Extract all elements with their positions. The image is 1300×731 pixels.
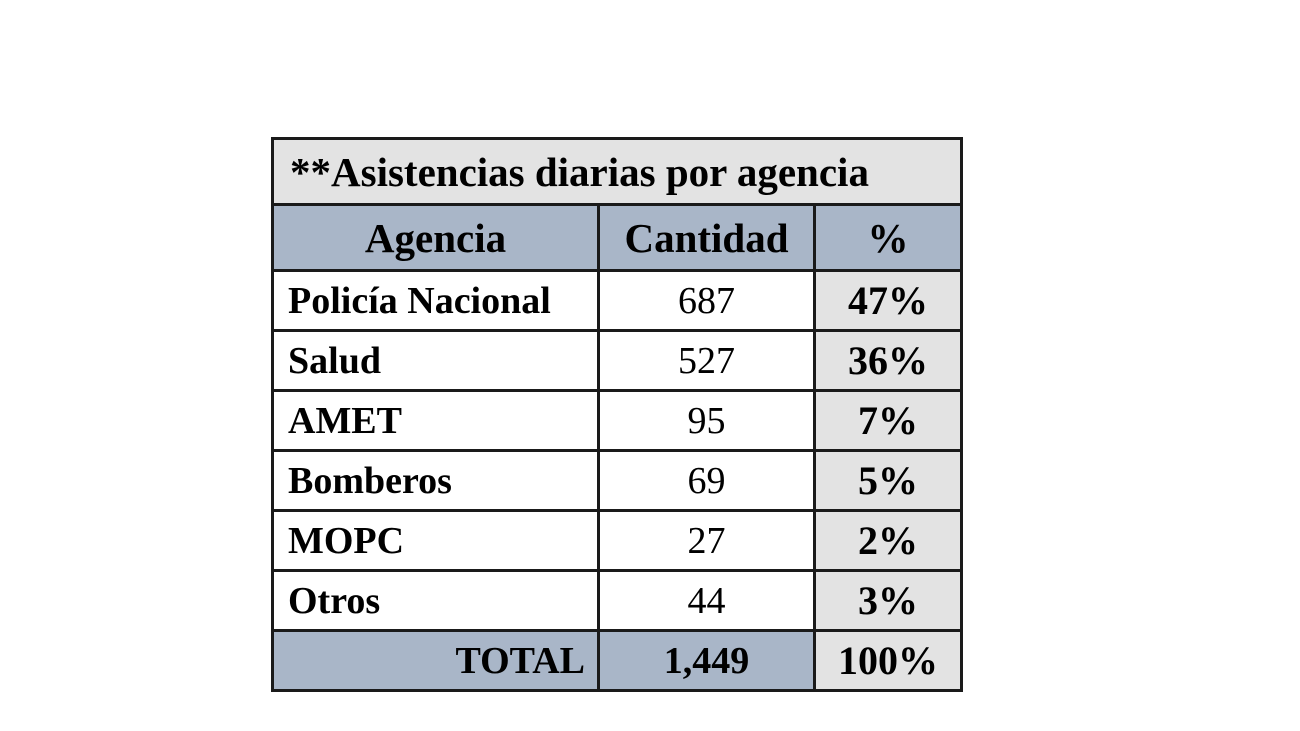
title-row	[273, 139, 962, 205]
agency-percent: 47%	[815, 271, 962, 331]
table-row	[273, 511, 962, 571]
agency-name: Policía Nacional	[273, 271, 599, 331]
agency-percent: 3%	[815, 571, 962, 631]
agency-percent: 36%	[815, 331, 962, 391]
total-quantity: 1,449	[599, 631, 815, 691]
agency-name: AMET	[273, 391, 599, 451]
agency-percent: 5%	[815, 451, 962, 511]
header-agency: Agencia	[273, 205, 599, 271]
agency-name: Bomberos	[273, 451, 599, 511]
table-row	[273, 571, 962, 631]
agency-quantity: 527	[599, 331, 815, 391]
agency-quantity: 687	[599, 271, 815, 331]
table-row	[273, 451, 962, 511]
agency-quantity: 95	[599, 391, 815, 451]
agency-percent: 7%	[815, 391, 962, 451]
agency-name: Salud	[273, 331, 599, 391]
header-percent: %	[815, 205, 962, 271]
total-percent: 100%	[815, 631, 962, 691]
total-label: TOTAL	[273, 631, 599, 691]
table-row	[273, 271, 962, 331]
agency-quantity: 44	[599, 571, 815, 631]
header-row	[273, 205, 962, 271]
table-row	[273, 391, 962, 451]
agency-quantity: 69	[599, 451, 815, 511]
header-quantity: Cantidad	[599, 205, 815, 271]
table-body	[273, 139, 962, 691]
agency-quantity: 27	[599, 511, 815, 571]
assistance-table	[271, 137, 963, 692]
agency-name: Otros	[273, 571, 599, 631]
table-row	[273, 331, 962, 391]
agency-name: MOPC	[273, 511, 599, 571]
agency-percent: 2%	[815, 511, 962, 571]
total-row	[273, 631, 962, 691]
table-title: **Asistencias diarias por agencia	[273, 139, 962, 205]
